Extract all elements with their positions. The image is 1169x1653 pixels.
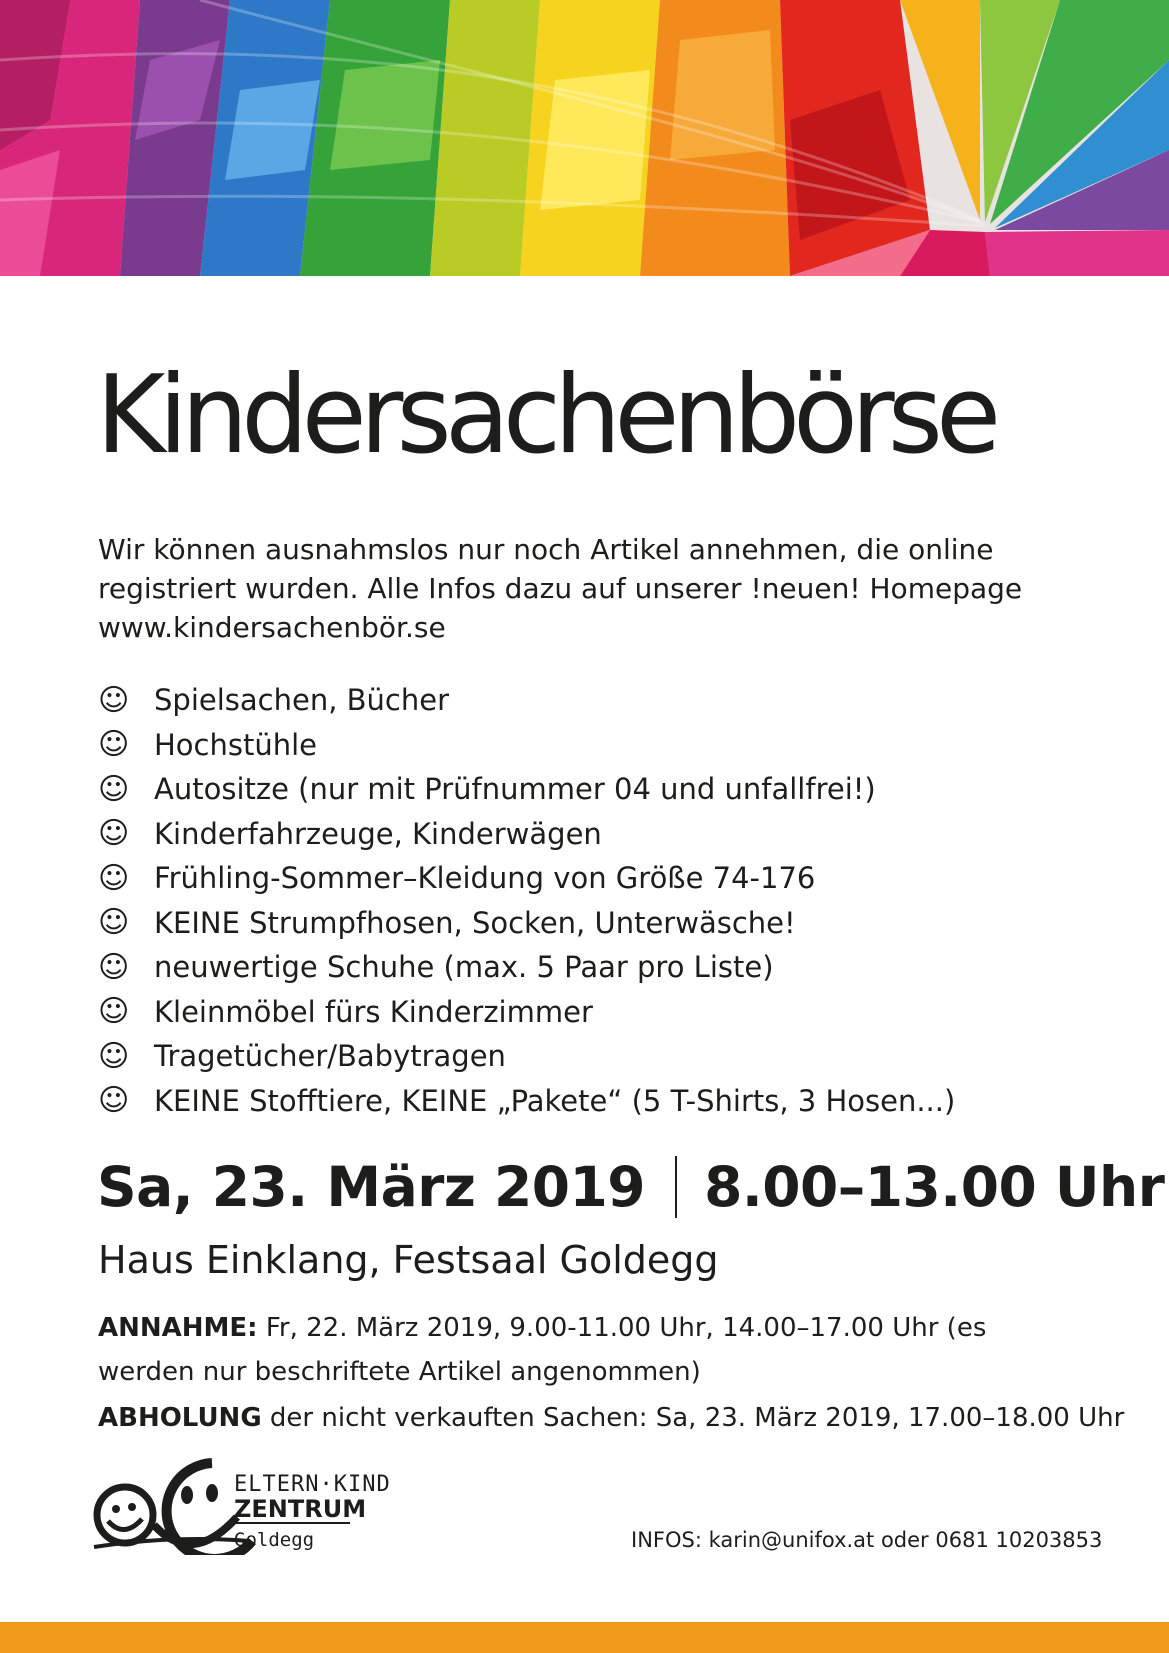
list-item-label: neuwertige Schuhe (max. 5 Paar pro Liste) (154, 950, 774, 985)
list-item-label: Autositze (nur mit Prüfnummer 04 und unfallfrei!) (154, 772, 876, 807)
list-item (98, 856, 955, 901)
smiley-icon: ☺ (98, 727, 130, 763)
list-item-label: Spielsachen, Bücher (154, 683, 449, 718)
list-item (98, 901, 955, 946)
smiley-icon: ☺ (98, 905, 130, 941)
drop-off-info (98, 1306, 1078, 1394)
smiley-icon: ☺ (98, 994, 130, 1030)
smiley-icon: ☺ (98, 682, 130, 718)
list-item (98, 945, 955, 990)
smiley-icon: ☺ (98, 771, 130, 807)
contact-info: INFOS: karin@unifox.at oder 0681 10203853 (631, 1528, 1103, 1552)
homepage-link[interactable]: www.kindersachenbör.se (98, 611, 446, 644)
pick-up-info (98, 1396, 1125, 1440)
list-item (98, 990, 955, 1035)
drop-off-label: ANNAHME: (98, 1313, 258, 1343)
page-title: Kindersachenbörse (96, 353, 995, 478)
intro-text (98, 530, 1058, 647)
pick-up-label: ABHOLUNG (98, 1403, 262, 1433)
logo-line-2: ZENTRUM (234, 1495, 367, 1523)
accepted-items-list (98, 678, 955, 1123)
list-item-label: Kleinmöbel fürs Kinderzimmer (154, 994, 593, 1029)
bottom-accent-bar (0, 1622, 1169, 1653)
list-item-label: KEINE Stofftiere, KEINE „Pakete“ (5 T-Shirts, 3 Hosen...) (154, 1083, 956, 1118)
event-date: Sa, 23. März 2019 (97, 1155, 646, 1219)
smiley-icon: ☺ (98, 1038, 130, 1074)
list-item (98, 678, 955, 723)
lantern-illustration (0, 0, 1169, 276)
list-item-label: KEINE Strumpfhosen, Socken, Unterwäsche! (154, 905, 796, 940)
event-venue: Haus Einklang, Festsaal Goldegg (98, 1238, 719, 1282)
list-item-label: Tragetücher/Babytragen (154, 1039, 506, 1074)
list-item (98, 1079, 955, 1124)
hero-lantern-image (0, 0, 1169, 276)
drop-off-text: Fr, 22. März 2019, 9.00-11.00 Uhr, 14.00–17.00 Uhr (es werden nur beschriftete Artikel angenommen) (98, 1313, 987, 1387)
event-date-time (97, 1147, 1164, 1227)
pick-up-text: der nicht verkauften Sachen: Sa, 23. März 2019, 17.00–18.00 Uhr (261, 1403, 1125, 1433)
smiley-icon: ☺ (98, 1083, 130, 1119)
list-item-label: Frühling-Sommer–Kleidung von Größe 74-176 (154, 861, 816, 896)
date-time-divider (675, 1156, 677, 1218)
smiley-icon: ☺ (98, 860, 130, 896)
list-item (98, 767, 955, 812)
list-item-label: Hochstühle (154, 727, 318, 762)
logo-smiley-faces (92, 1455, 392, 1555)
intro-line-2: registriert wurden. Alle Infos dazu auf unserer !neuen! Homepage (98, 572, 1023, 605)
list-item (98, 1034, 955, 1079)
logo-line-1: ELTERN·KIND (234, 1472, 391, 1497)
smiley-icon: ☺ (98, 949, 130, 985)
list-item (98, 812, 955, 857)
smiley-icon: ☺ (98, 816, 130, 852)
eltern-kind-zentrum-logo (92, 1455, 392, 1555)
list-item-label: Kinderfahrzeuge, Kinderwägen (154, 816, 602, 851)
event-time: 8.00–13.00 Uhr (704, 1155, 1165, 1219)
intro-line-1: Wir können ausnahmslos nur noch Artikel annehmen, die online (98, 533, 994, 566)
list-item (98, 723, 955, 768)
logo-line-3: Goldegg (234, 1529, 315, 1551)
